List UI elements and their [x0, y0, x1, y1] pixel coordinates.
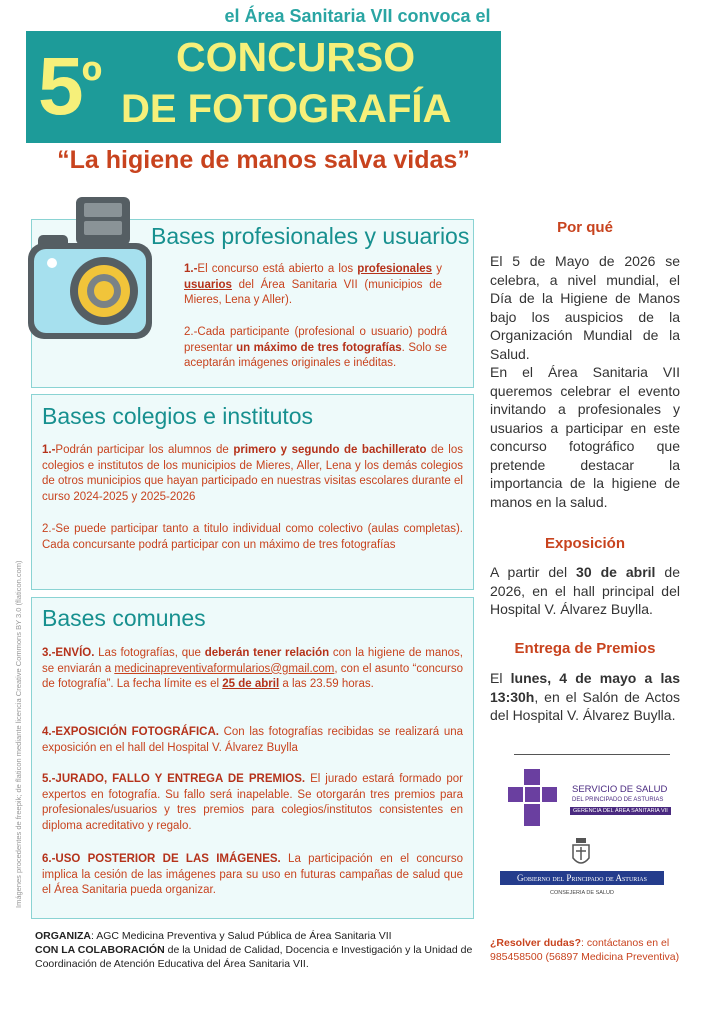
footer-resolver-dudas: ¿Resolver dudas?: contáctanos en el 985458500 (56897 Medicina Preventiva) [490, 937, 680, 963]
email-link[interactable]: medicinapreventivaformularios@gmail.com [114, 662, 335, 675]
sidebar-porque-title: Por qué [557, 219, 613, 236]
profesionales-rule-2: 2.-Cada participante (profesional o usuario) podrá presentar un máximo de tres fotografías. Solo se aceptarán imágenes originales e inéditas. [184, 326, 448, 370]
section-profesionales-title: Bases profesionales y usuarios [151, 223, 470, 249]
comunes-rule-3: 3.-ENVÍO. Las fotografías, que deberán tener relación con la higiene de manos, se enviarán a medicinapreventivaformularios@gmail.com, con el asunto “concurso de fotografía”. La fecha límite es el 25 de abril a las 23.59 horas. [42, 647, 463, 691]
servicio-salud-l3: GERENCIA DEL ÁREA SANITARIA VII [570, 807, 671, 815]
comunes-rule-6: 6.-USO POSTERIOR DE LAS IMÁGENES. La participación en el concurso implica la cesión de las imágenes para su uso en futuras campañas de salud que el Área Sanitaria pueda organizar. [42, 853, 463, 897]
edition-ordinal: º [81, 49, 101, 112]
servicio-salud-l2: DEL PRINCIPADO DE ASTURIAS [572, 797, 664, 803]
camera-icon [24, 193, 156, 345]
header-top-line: el Área Sanitaria VII convoca el [224, 6, 491, 26]
title-line-1: CONCURSO [176, 34, 416, 80]
sidebar-premios-title: Entrega de Premios [514, 640, 656, 657]
section-comunes-title: Bases comunes [42, 605, 206, 631]
sidebar-premios-text: El lunes, 4 de mayo a las 13:30h, en el Salón de Actos del Hospital V. Álvarez Buylla. [490, 670, 680, 723]
image-credits: Imágenes procedentes de freepik; de flaticon mediante licencia Creative Commons BY 3.0 (flaticon.com) [14, 560, 23, 908]
colegios-rule-1: 1.-Podrán participar los alumnos de primero y segundo de bachillerato de los colegios e institutos de los municipios de Mieres, Aller, Lena y los demás colegios de otros municipios que hayan participado en nuestras visitas escolares durante el curso 2024-2025 y 2025-2026 [42, 444, 464, 503]
colegios-rule-2: 2.-Se puede participar tanto a titulo individual como colectivo (aulas completas). Cada concursante podrá participar con un máximo de tres fotografías [42, 523, 463, 551]
comunes-rule-5: 5.-JURADO, FALLO Y ENTREGA DE PREMIOS. El jurado estará formado por expertos en fotografía. Su fallo será inapelable. Se otorgarán tres premios para profesionales/usuarios y tres premios para colegios/institutos consistentes en diploma acreditativo y regalo. [42, 773, 463, 832]
slogan: “La higiene de manos salva vidas” [57, 146, 470, 174]
profesionales-rule-1: 1.-El concurso está abierto a los profesionales y usuarios del Área Sanitaria VII (municipios de Mieres, Lena y Aller). [184, 263, 442, 307]
sidebar-exposicion-text: A partir del 30 de abril de 2026, en el hall principal del Hospital V. Álvarez Buylla. [490, 564, 680, 617]
comunes-rule-4: 4.-EXPOSICIÓN FOTOGRÁFICA. Con las fotografías recibidas se realizará una exposición en el hall del Hospital V. Álvarez Buylla [42, 726, 464, 754]
footer-organiza: ORGANIZA: AGC Medicina Preventiva y Salud Pública de Área Sanitaria VII CON LA COLABORACIÓN de la Unidad de Calidad, Docencia e Investigación y la Unidad de Coordinación de Atención Educativa del Área Sanitaria VII. [35, 930, 473, 970]
sidebar-exposicion-title: Exposición [544, 535, 626, 552]
section-colegios-title: Bases colegios e institutos [42, 403, 314, 429]
gobierno-label: Gobierno del Principado de Asturias [500, 871, 664, 885]
sidebar-porque-text: El 5 de Mayo de 2026 se celebra, a nivel mundial, el Día de la Higiene de Manos bajo los auspicios de la Organización Mundial de la Salud. En el Área Sanitaria VII queremos celebrar el evento invitando a profesionales y usuarios a participar en este concurso fotográfico que pretende destacar la importancia de la higiene de manos en la salud. [490, 253, 680, 510]
servicio-salud-l1: SERVICIO DE SALUD [572, 784, 668, 795]
consejeria-label: CONSEJERIA DE SALUD [550, 890, 614, 896]
crest-icon [570, 838, 592, 868]
edition-number: $5^º$ [38, 41, 101, 132]
cross-logo-icon [508, 769, 558, 827]
title-line-2: DE FOTOGRAFÍA [121, 87, 452, 131]
sidebar-divider [514, 754, 670, 755]
